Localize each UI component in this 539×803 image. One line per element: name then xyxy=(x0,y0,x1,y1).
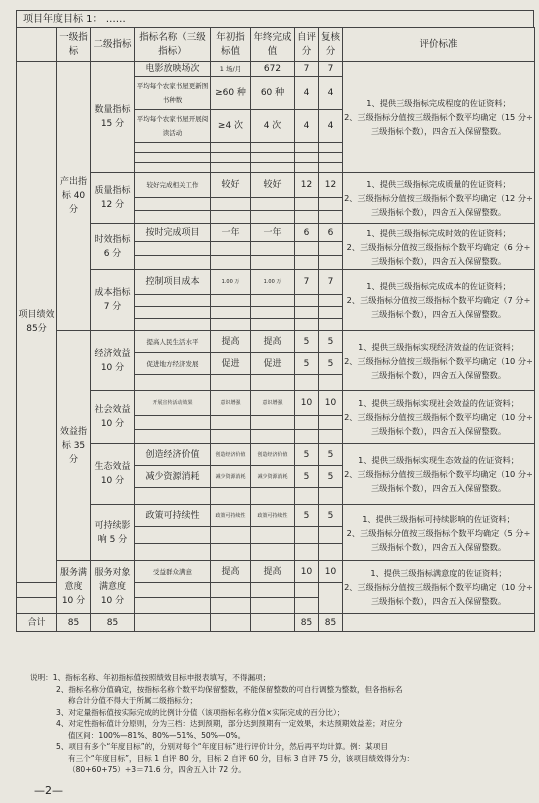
note-2a: 2、指标名称分值确定，按指标名称个数平均保留整数，不能保留整数的可自行调整为整数，但各指标名 xyxy=(56,684,403,694)
header-name: 指标名称（三级指标） xyxy=(135,28,211,62)
table-row xyxy=(17,173,535,198)
review-score: 5 xyxy=(319,505,343,527)
self-score: 4 xyxy=(295,77,319,110)
satisfaction-indicator-cell: 服务满意度 10 分 xyxy=(57,561,91,614)
table-row xyxy=(17,224,535,242)
final-value: 4 次 xyxy=(251,110,295,143)
final-value: 较好 xyxy=(251,173,295,198)
table-row xyxy=(17,62,535,77)
indicator-name: 控制项目成本 xyxy=(135,270,211,295)
annual-goal-value: …… xyxy=(105,14,126,25)
review-score: 4 xyxy=(319,110,343,143)
final-value: 提高 xyxy=(251,331,295,353)
initial-value: 提高 xyxy=(211,331,251,353)
review-score: 6 xyxy=(319,224,343,242)
total-level1: 85 xyxy=(57,614,91,632)
indicator-name: 平均每个农家书屋更新图书种数 xyxy=(135,77,211,110)
initial-value: 提高 xyxy=(211,561,251,583)
output-indicator-cell: 产出指标 40 分 xyxy=(57,62,91,331)
initial-value: 1.00 万 xyxy=(211,270,251,295)
quantity-indicator-cell: 数量指标 15 分 xyxy=(91,62,135,173)
final-value: 促进 xyxy=(251,353,295,375)
note-2b: 称合计分值不得大于所属二级指标分； xyxy=(68,696,198,705)
header-level1: 一级指标 xyxy=(57,28,91,62)
total-label: 合计 xyxy=(17,614,57,632)
note-4a: 4、对定性指标值计分原则，分为三档：达到预期，部分达到预期有一定效果，未达预期效益差；对应分 xyxy=(56,719,403,728)
initial-value: ≥60 种 xyxy=(211,77,251,110)
ecological-indicator-cell: 生态效益 10 分 xyxy=(91,444,135,505)
final-value: 减少资源消耗 xyxy=(251,466,295,488)
final-value: 提高 xyxy=(251,561,295,583)
self-score: 10 xyxy=(295,391,319,416)
benefit-indicator-cell: 效益指标 35 分 xyxy=(57,331,91,561)
review-score: 7 xyxy=(319,270,343,295)
annual-goal-label: 项目年度目标 1： xyxy=(23,14,103,25)
criteria-economic: 1、提供三级指标实现经济效益的佐证资料； 2、三级指标分值按三级指标个数平均确定（10 分÷三级指标个数），四舍五入保留整数。 xyxy=(343,331,535,391)
self-score: 6 xyxy=(295,224,319,242)
economic-indicator-cell: 经济效益 10 分 xyxy=(91,331,135,391)
criteria-quantity: 1、提供三级指标完成程度的佐证资料； 2、三级指标分值按三级指标个数平均确定（15 分÷三级指标个数），四舍五入保留整数。 xyxy=(343,62,535,173)
self-score: 5 xyxy=(295,466,319,488)
initial-value: 减少资源消耗 xyxy=(211,466,251,488)
self-score: 5 xyxy=(295,331,319,353)
indicator-name: 开展宣传活动效果 xyxy=(135,391,211,416)
table-row xyxy=(17,505,535,527)
header-initial: 年初指标值 xyxy=(211,28,251,62)
review-score: 5 xyxy=(319,444,343,466)
criteria-timeliness: 1、提供三级指标完成时效的佐证资料； 2、三级指标分值按三级指标个数平均确定（6 分÷三级指标个数），四舍五入保留整数。 xyxy=(343,224,535,270)
criteria-quality: 1、提供三级指标完成质量的佐证资料； 2、三级指标分值按三级指标个数平均确定（12 分÷三级指标个数），四舍五入保留整数。 xyxy=(343,173,535,224)
criteria-cost: 1、提供三级指标完成成本的佐证资料； 2、三级指标分值按三级指标个数平均确定（7 分÷三级指标个数），四舍五入保留整数。 xyxy=(343,270,535,331)
table-row xyxy=(17,391,535,416)
note-5b: 有三个“年度目标”，目标 1 自评 80 分，目标 2 自评 60 分，目标 3 自评 75 分，该项目绩效得分为： xyxy=(68,753,415,763)
review-score: 4 xyxy=(319,77,343,110)
note-3: 3、对定量指标值按实际完成的比例计分值（该项指标名称分值×实际完成的百分比）； xyxy=(56,707,345,717)
header-level2: 二级指标 xyxy=(91,28,135,62)
indicator-name: 创造经济价值 xyxy=(135,444,211,466)
indicator-name: 电影放映场次 xyxy=(135,62,211,77)
final-value: 创造经济价值 xyxy=(251,444,295,466)
final-value: 1.00 万 xyxy=(251,270,295,295)
header-criteria: 评价标准 xyxy=(343,28,535,62)
satisfaction-sub-cell: 服务对象满意度 10 分 xyxy=(91,561,135,614)
self-score: 5 xyxy=(295,353,319,375)
indicator-name: 促进地方经济发展 xyxy=(135,353,211,375)
final-value: 政策可持续性 xyxy=(251,505,295,527)
table-row xyxy=(17,331,535,353)
note-5c: （80+60+75）÷3＝71.6 分，四舍五入计 72 分。 xyxy=(68,765,246,774)
initial-value: 意识增强 xyxy=(211,391,251,416)
review-score: 10 xyxy=(319,391,343,416)
total-row xyxy=(17,614,535,632)
final-value: 一年 xyxy=(251,224,295,242)
self-score: 7 xyxy=(295,270,319,295)
indicator-name: 按时完成项目 xyxy=(135,224,211,242)
review-score: 5 xyxy=(319,466,343,488)
review-score: 12 xyxy=(319,173,343,198)
quality-indicator-cell: 质量指标 12 分 xyxy=(91,173,135,224)
header-row xyxy=(17,28,535,62)
self-score: 7 xyxy=(295,62,319,77)
self-score: 5 xyxy=(295,505,319,527)
review-score: 5 xyxy=(319,331,343,353)
review-score: 5 xyxy=(319,353,343,375)
note-4b: 值区间：100%—81%、80%—51%、50%—0%。 xyxy=(68,730,246,740)
initial-value: 1 场/月 xyxy=(211,62,251,77)
indicator-name: 平均每个农家书屋开展阅读活动 xyxy=(135,110,211,143)
indicator-name: 减少资源消耗 xyxy=(135,466,211,488)
annual-goal-row xyxy=(16,10,534,28)
social-indicator-cell: 社会效益 10 分 xyxy=(91,391,135,444)
self-score: 5 xyxy=(295,444,319,466)
criteria-sustainable: 1、提供三级指标可持续影响的佐证资料； 2、三级指标分值按三级指标个数平均确定（5 分÷三级指标个数），四舍五入保留整数。 xyxy=(343,505,535,561)
initial-value: ≥4 次 xyxy=(211,110,251,143)
timeliness-indicator-cell: 时效指标 6 分 xyxy=(91,224,135,270)
total-review-score: 85 xyxy=(319,614,343,632)
total-self-score: 85 xyxy=(295,614,319,632)
initial-value: 一年 xyxy=(211,224,251,242)
indicator-name: 提高人民生活水平 xyxy=(135,331,211,353)
self-score: 10 xyxy=(295,561,319,583)
self-score: 12 xyxy=(295,173,319,198)
self-score: 4 xyxy=(295,110,319,143)
table-row xyxy=(17,561,535,583)
final-value: 意识增强 xyxy=(251,391,295,416)
header-self: 自评分 xyxy=(295,28,319,62)
initial-value: 较好 xyxy=(211,173,251,198)
criteria-social: 1、提供三级指标实现社会效益的佐证资料； 2、三级指标分值按三级指标个数平均确定（10 分÷三级指标个数），四舍五入保留整数。 xyxy=(343,391,535,444)
page-number: —2— xyxy=(34,784,63,797)
table-row xyxy=(17,444,535,466)
evaluation-table xyxy=(16,27,535,632)
criteria-satisfaction: 1、提供三级指标满意度的佐证资料； 2、三级指标分值按三级指标个数平均确定（10 分÷三级指标个数），四舍五入保留整数。 xyxy=(343,561,535,614)
total-level2: 85 xyxy=(91,614,135,632)
indicator-name: 受益群众满意 xyxy=(135,561,211,583)
sustainable-indicator-cell: 可持续影响 5 分 xyxy=(91,505,135,561)
header-review: 复核分 xyxy=(319,28,343,62)
final-value: 60 种 xyxy=(251,77,295,110)
review-score: 7 xyxy=(319,62,343,77)
project-perf-cell: 项目绩效85分 xyxy=(17,62,57,583)
initial-value: 促进 xyxy=(211,353,251,375)
note-5a: 5、项目有多个“年度目标”的，分别对每个“年度目标”进行评价计分，然后再平均计算。例：某项目 xyxy=(56,742,388,751)
notes-section xyxy=(30,672,530,776)
notes-title: 说明： xyxy=(30,673,53,682)
review-score: 10 xyxy=(319,561,343,583)
final-value: 672 xyxy=(251,62,295,77)
criteria-ecological: 1、提供三级指标实现生态效益的佐证资料； 2、三级指标分值按三级指标个数平均确定（10 分÷三级指标个数），四舍五入保留整数。 xyxy=(343,444,535,505)
indicator-name: 较好完成相关工作 xyxy=(135,173,211,198)
header-final: 年终完成值 xyxy=(251,28,295,62)
initial-value: 政策可持续性 xyxy=(211,505,251,527)
cost-indicator-cell: 成本指标 7 分 xyxy=(91,270,135,331)
note-1: 1、指标名称、年初指标值按照绩效目标申报表填写，不得漏项； xyxy=(52,673,271,682)
initial-value: 创造经济价值 xyxy=(211,444,251,466)
indicator-name: 政策可持续性 xyxy=(135,505,211,527)
table-row xyxy=(17,270,535,295)
